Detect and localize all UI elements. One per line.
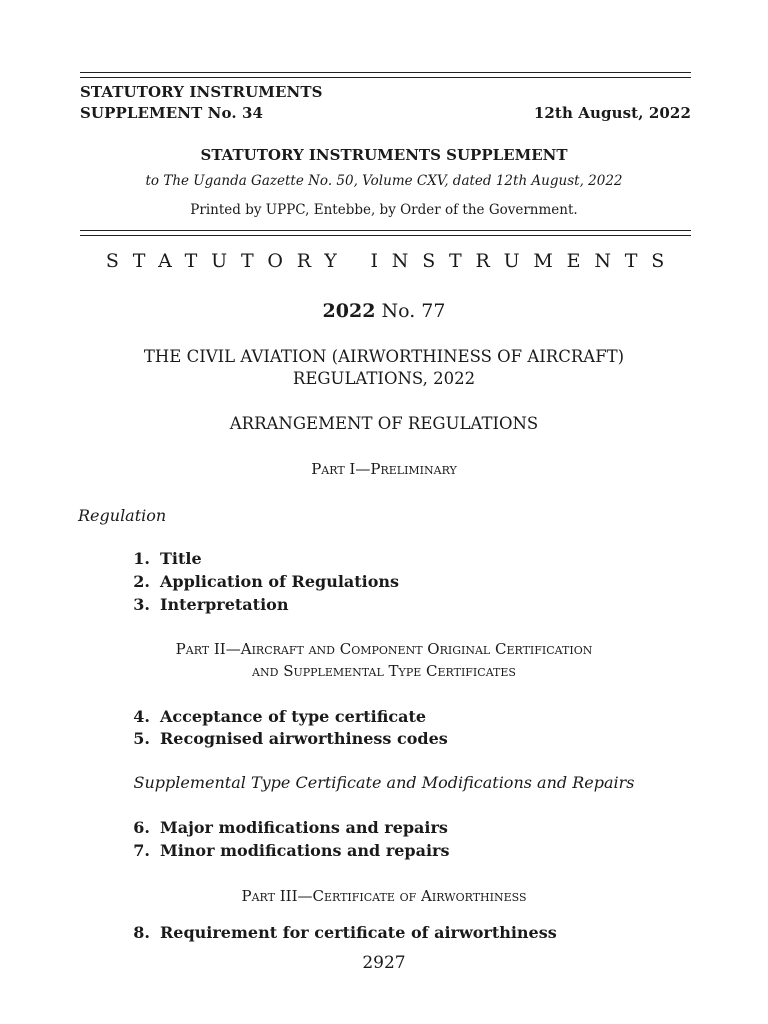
- supplement-title: STATUTORY INSTRUMENTS SUPPLEMENT: [200, 146, 568, 164]
- part-1-heading: Part I—Preliminary: [311, 460, 457, 478]
- item-number: 4.: [133, 707, 150, 726]
- subsection-heading: Supplemental Type Certificate and Modifications and Repairs: [133, 773, 635, 792]
- item-title: Title: [160, 549, 202, 568]
- series-line-1: STATUTORY INSTRUMENTS: [80, 83, 323, 101]
- item-title: Interpretation: [160, 595, 289, 614]
- gazette-reference: to The Uganda Gazette No. 50, Volume CXV, dated 12th August, 2022: [145, 173, 623, 189]
- top-double-rule: [80, 72, 691, 78]
- banner-heading: STATUTORY INSTRUMENTS: [105, 250, 679, 272]
- arrangement-heading: ARRANGEMENT OF REGULATIONS: [229, 414, 539, 433]
- item-number: 3.: [133, 595, 150, 614]
- list-item: [112, 923, 557, 942]
- list-item: [112, 841, 450, 860]
- list-item: [112, 729, 448, 748]
- list-item: [112, 818, 448, 837]
- item-number: 8.: [133, 923, 150, 942]
- regulations-title-line-1: THE CIVIL AVIATION (AIRWORTHINESS OF AIRCRAFT): [143, 347, 625, 366]
- part-2-heading-line-1: Part II—Aircraft and Component Original Certification: [175, 640, 593, 658]
- item-number: 7.: [133, 841, 150, 860]
- regulations-title-line-2: REGULATIONS, 2022: [292, 369, 476, 388]
- part-2-heading-line-2: and Supplemental Type Certificates: [252, 662, 516, 680]
- regulation-column-label: Regulation: [78, 506, 167, 525]
- list-item: [112, 572, 399, 591]
- printed-by-line: Printed by UPPC, Entebbe, by Order of the Government.: [190, 202, 578, 218]
- series-line-2: SUPPLEMENT No. 34: [80, 104, 264, 122]
- page-number: 2927: [362, 953, 406, 973]
- item-number: 1.: [133, 549, 150, 568]
- section-double-rule: [80, 230, 691, 236]
- item-number: 5.: [133, 729, 150, 748]
- item-title: Acceptance of type certificate: [160, 707, 427, 726]
- supplement-date: 12th August, 2022: [533, 104, 691, 122]
- item-title: Recognised airworthiness codes: [160, 729, 448, 748]
- item-number: 2.: [133, 572, 150, 591]
- list-item: [112, 549, 202, 568]
- item-title: Application of Regulations: [160, 572, 400, 591]
- list-item: [112, 595, 288, 614]
- list-item: [112, 707, 426, 726]
- item-title: Minor modifications and repairs: [160, 841, 450, 860]
- item-title: Requirement for certificate of airworthiness: [160, 923, 557, 942]
- instrument-number: 2022 No. 77: [322, 300, 446, 322]
- part-3-heading: Part III—Certificate of Airworthiness: [241, 887, 527, 905]
- item-number: 6.: [133, 818, 150, 837]
- item-title: Major modifications and repairs: [160, 818, 448, 837]
